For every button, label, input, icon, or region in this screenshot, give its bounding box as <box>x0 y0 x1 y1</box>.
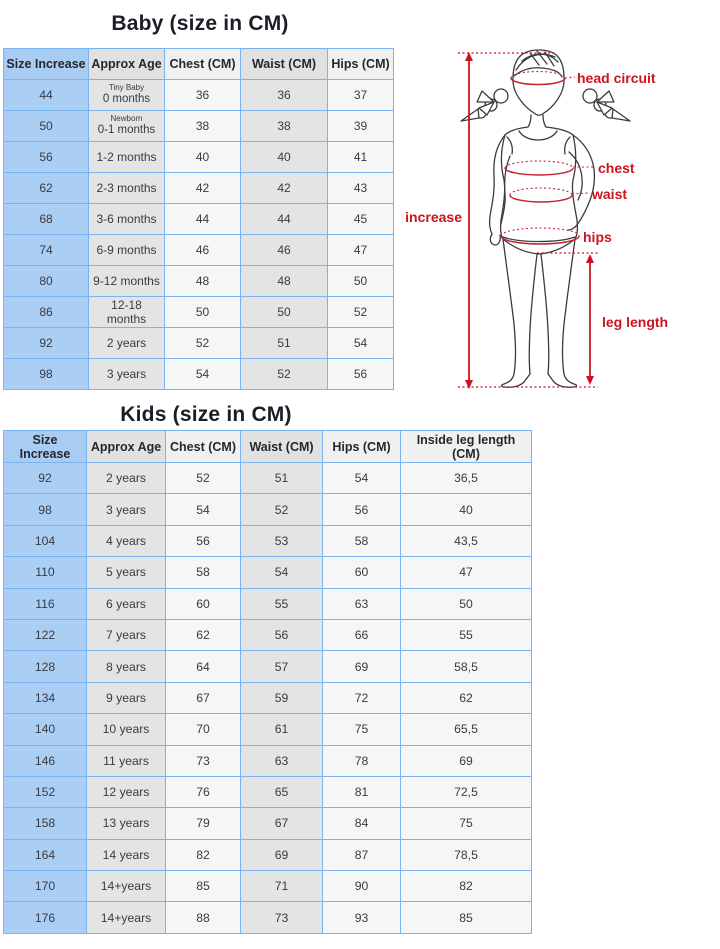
leg-length-arrow <box>586 254 594 385</box>
column-header: Waist (CM) <box>241 431 323 463</box>
table-cell: 9-12 months <box>89 266 165 297</box>
table-cell: 60 <box>323 557 401 588</box>
table-cell: 59 <box>241 682 323 713</box>
table-cell: 62 <box>4 173 89 204</box>
table-cell: 176 <box>4 902 87 933</box>
table-cell: 76 <box>166 776 241 807</box>
table-cell: 65 <box>241 776 323 807</box>
table-cell: 2 years <box>87 463 166 494</box>
table-row <box>4 463 532 494</box>
column-header: Waist (CM) <box>241 49 328 80</box>
table-cell: 128 <box>4 651 87 682</box>
table-row <box>4 204 394 235</box>
table-cell: 66 <box>323 619 401 650</box>
table-cell: 92 <box>4 328 89 359</box>
table-cell: 6 years <box>87 588 166 619</box>
table-cell: 48 <box>241 266 328 297</box>
table-cell: 62 <box>401 682 532 713</box>
table-cell: Newborn 0-1 months <box>89 111 165 142</box>
table-cell: 44 <box>241 204 328 235</box>
table-cell: 110 <box>4 557 87 588</box>
table-cell: 36 <box>165 80 241 111</box>
table-cell: 14+years <box>87 871 166 902</box>
column-header: Size Increase <box>4 49 89 80</box>
table-cell: 36 <box>241 80 328 111</box>
table-cell: Tiny Baby 0 months <box>89 80 165 111</box>
column-header: Inside leg length (CM) <box>401 431 532 463</box>
table-cell: 40 <box>401 494 532 525</box>
table-row <box>4 808 532 839</box>
left-arm <box>490 135 510 245</box>
table-cell: 116 <box>4 588 87 619</box>
table-cell: 67 <box>166 682 241 713</box>
table-row <box>4 776 532 807</box>
table-cell: 50 <box>4 111 89 142</box>
table-cell: 9 years <box>87 682 166 713</box>
table-cell: 65,5 <box>401 714 532 745</box>
right-arm <box>568 135 594 230</box>
column-header: Approx Age <box>89 49 165 80</box>
table-cell: 88 <box>166 902 241 933</box>
table-cell: 98 <box>4 359 89 390</box>
table-cell: 36,5 <box>401 463 532 494</box>
table-cell: 2 years <box>89 328 165 359</box>
table-row <box>4 839 532 870</box>
table-row <box>4 80 394 111</box>
table-row <box>4 111 394 142</box>
table-cell: 74 <box>4 235 89 266</box>
table-cell: 72 <box>323 682 401 713</box>
child-body-outline <box>461 50 630 387</box>
table-cell: 69 <box>241 839 323 870</box>
table-cell: 87 <box>323 839 401 870</box>
table-row <box>4 525 532 556</box>
table-cell: 85 <box>166 871 241 902</box>
table-cell: 10 years <box>87 714 166 745</box>
table-cell: 1-2 months <box>89 142 165 173</box>
table-row <box>4 871 532 902</box>
increase-arrow <box>465 52 473 389</box>
table-cell: 8 years <box>87 651 166 682</box>
table-cell: 122 <box>4 619 87 650</box>
table-cell: 54 <box>323 463 401 494</box>
table-cell: 11 years <box>87 745 166 776</box>
measurement-diagram <box>400 40 720 400</box>
table-cell: 92 <box>4 463 87 494</box>
table-cell: 158 <box>4 808 87 839</box>
table-cell: 82 <box>401 871 532 902</box>
table-cell: 3 years <box>87 494 166 525</box>
table-cell: 56 <box>166 525 241 556</box>
table-cell: 86 <box>4 297 89 328</box>
column-header: Approx Age <box>87 431 166 463</box>
table-cell: 75 <box>323 714 401 745</box>
kids-table-title: Kids (size in CM) <box>120 403 292 426</box>
table-cell: 56 <box>328 359 394 390</box>
table-cell: 63 <box>241 745 323 776</box>
table-row <box>4 297 394 328</box>
table-cell: 42 <box>165 173 241 204</box>
table-cell: 79 <box>166 808 241 839</box>
table-cell: 50 <box>165 297 241 328</box>
table-cell: 164 <box>4 839 87 870</box>
table-row <box>4 328 394 359</box>
table-row <box>4 588 532 619</box>
table-cell: 90 <box>323 871 401 902</box>
table-cell: 13 years <box>87 808 166 839</box>
table-cell: 52 <box>328 297 394 328</box>
table-cell: 75 <box>401 808 532 839</box>
table-cell: 53 <box>241 525 323 556</box>
table-cell: 52 <box>241 494 323 525</box>
header-row <box>4 431 532 463</box>
table-cell: 47 <box>328 235 394 266</box>
table-cell: 7 years <box>87 619 166 650</box>
legs <box>503 239 575 374</box>
table-cell: 51 <box>241 463 323 494</box>
table-cell: 42 <box>241 173 328 204</box>
table-cell: 6-9 months <box>89 235 165 266</box>
table-cell: 98 <box>4 494 87 525</box>
table-cell: 38 <box>241 111 328 142</box>
kids-size-table <box>3 430 532 934</box>
header-row <box>4 49 394 80</box>
table-row <box>4 714 532 745</box>
baby-size-table <box>3 48 394 390</box>
table-cell: 62 <box>166 619 241 650</box>
chest-label: chest <box>598 160 635 176</box>
table-cell: 44 <box>165 204 241 235</box>
waist-label: waist <box>592 186 628 202</box>
table-cell: 104 <box>4 525 87 556</box>
table-cell: 67 <box>241 808 323 839</box>
table-cell: 41 <box>328 142 394 173</box>
column-header: Size Increase <box>4 431 87 463</box>
table-cell: 52 <box>166 463 241 494</box>
table-cell: 140 <box>4 714 87 745</box>
table-row <box>4 902 532 933</box>
table-row <box>4 266 394 297</box>
table-cell: 170 <box>4 871 87 902</box>
table-row <box>4 745 532 776</box>
table-cell: 46 <box>241 235 328 266</box>
table-cell: 69 <box>323 651 401 682</box>
table-cell: 39 <box>328 111 394 142</box>
table-cell: 73 <box>166 745 241 776</box>
table-row <box>4 494 532 525</box>
table-cell: 56 <box>323 494 401 525</box>
baby-table-title: Baby (size in CM) <box>111 12 289 35</box>
hips-label: hips <box>583 229 612 245</box>
table-cell: 78,5 <box>401 839 532 870</box>
table-cell: 54 <box>241 557 323 588</box>
table-cell: 81 <box>323 776 401 807</box>
column-header: Hips (CM) <box>323 431 401 463</box>
table-cell: 12-18 months <box>89 297 165 328</box>
table-cell: 69 <box>401 745 532 776</box>
table-cell: 48 <box>165 266 241 297</box>
table-row <box>4 682 532 713</box>
table-cell: 37 <box>328 80 394 111</box>
table-cell: 70 <box>166 714 241 745</box>
table-row <box>4 142 394 173</box>
table-cell: 12 years <box>87 776 166 807</box>
table-cell: 3-6 months <box>89 204 165 235</box>
table-cell: 54 <box>165 359 241 390</box>
briefs <box>503 237 575 254</box>
table-row <box>4 173 394 204</box>
table-cell: 43 <box>328 173 394 204</box>
tank-top-neckline <box>519 131 557 140</box>
leg-length-label: leg length <box>602 314 669 330</box>
feet <box>501 374 576 387</box>
table-cell: 50 <box>241 297 328 328</box>
table-cell: 80 <box>4 266 89 297</box>
table-cell: 57 <box>241 651 323 682</box>
table-cell: 63 <box>323 588 401 619</box>
column-header: Chest (CM) <box>166 431 241 463</box>
table-cell: 71 <box>241 871 323 902</box>
table-cell: 56 <box>4 142 89 173</box>
table-cell: 52 <box>165 328 241 359</box>
table-cell: 85 <box>401 902 532 933</box>
table-cell: 54 <box>166 494 241 525</box>
table-cell: 78 <box>323 745 401 776</box>
table-cell: 73 <box>241 902 323 933</box>
table-cell: 56 <box>241 619 323 650</box>
table-cell: 152 <box>4 776 87 807</box>
table-cell: 4 years <box>87 525 166 556</box>
table-cell: 14+years <box>87 902 166 933</box>
table-row <box>4 235 394 266</box>
table-cell: 146 <box>4 745 87 776</box>
table-cell: 93 <box>323 902 401 933</box>
table-row <box>4 359 394 390</box>
table-cell: 51 <box>241 328 328 359</box>
table-cell: 44 <box>4 80 89 111</box>
table-cell: 58 <box>323 525 401 556</box>
table-cell: 68 <box>4 204 89 235</box>
table-cell: 2-3 months <box>89 173 165 204</box>
table-cell: 38 <box>165 111 241 142</box>
table-cell: 40 <box>241 142 328 173</box>
table-cell: 50 <box>401 588 532 619</box>
table-cell: 52 <box>241 359 328 390</box>
table-cell: 54 <box>328 328 394 359</box>
table-cell: 134 <box>4 682 87 713</box>
table-row <box>4 557 532 588</box>
table-cell: 45 <box>328 204 394 235</box>
table-cell: 5 years <box>87 557 166 588</box>
table-cell: 3 years <box>89 359 165 390</box>
table-cell: 72,5 <box>401 776 532 807</box>
table-cell: 58,5 <box>401 651 532 682</box>
table-cell: 60 <box>166 588 241 619</box>
table-row <box>4 619 532 650</box>
column-header: Hips (CM) <box>328 49 394 80</box>
table-cell: 64 <box>166 651 241 682</box>
table-cell: 40 <box>165 142 241 173</box>
table-cell: 43,5 <box>401 525 532 556</box>
table-cell: 55 <box>241 588 323 619</box>
table-cell: 82 <box>166 839 241 870</box>
table-cell: 58 <box>166 557 241 588</box>
table-cell: 46 <box>165 235 241 266</box>
table-cell: 47 <box>401 557 532 588</box>
table-cell: 14 years <box>87 839 166 870</box>
table-cell: 61 <box>241 714 323 745</box>
table-cell: 55 <box>401 619 532 650</box>
table-row <box>4 651 532 682</box>
table-cell: 84 <box>323 808 401 839</box>
table-cell: 50 <box>328 266 394 297</box>
column-header: Chest (CM) <box>165 49 241 80</box>
increase-label: increase <box>405 209 462 225</box>
head-circuit-label: head circuit <box>577 70 656 86</box>
